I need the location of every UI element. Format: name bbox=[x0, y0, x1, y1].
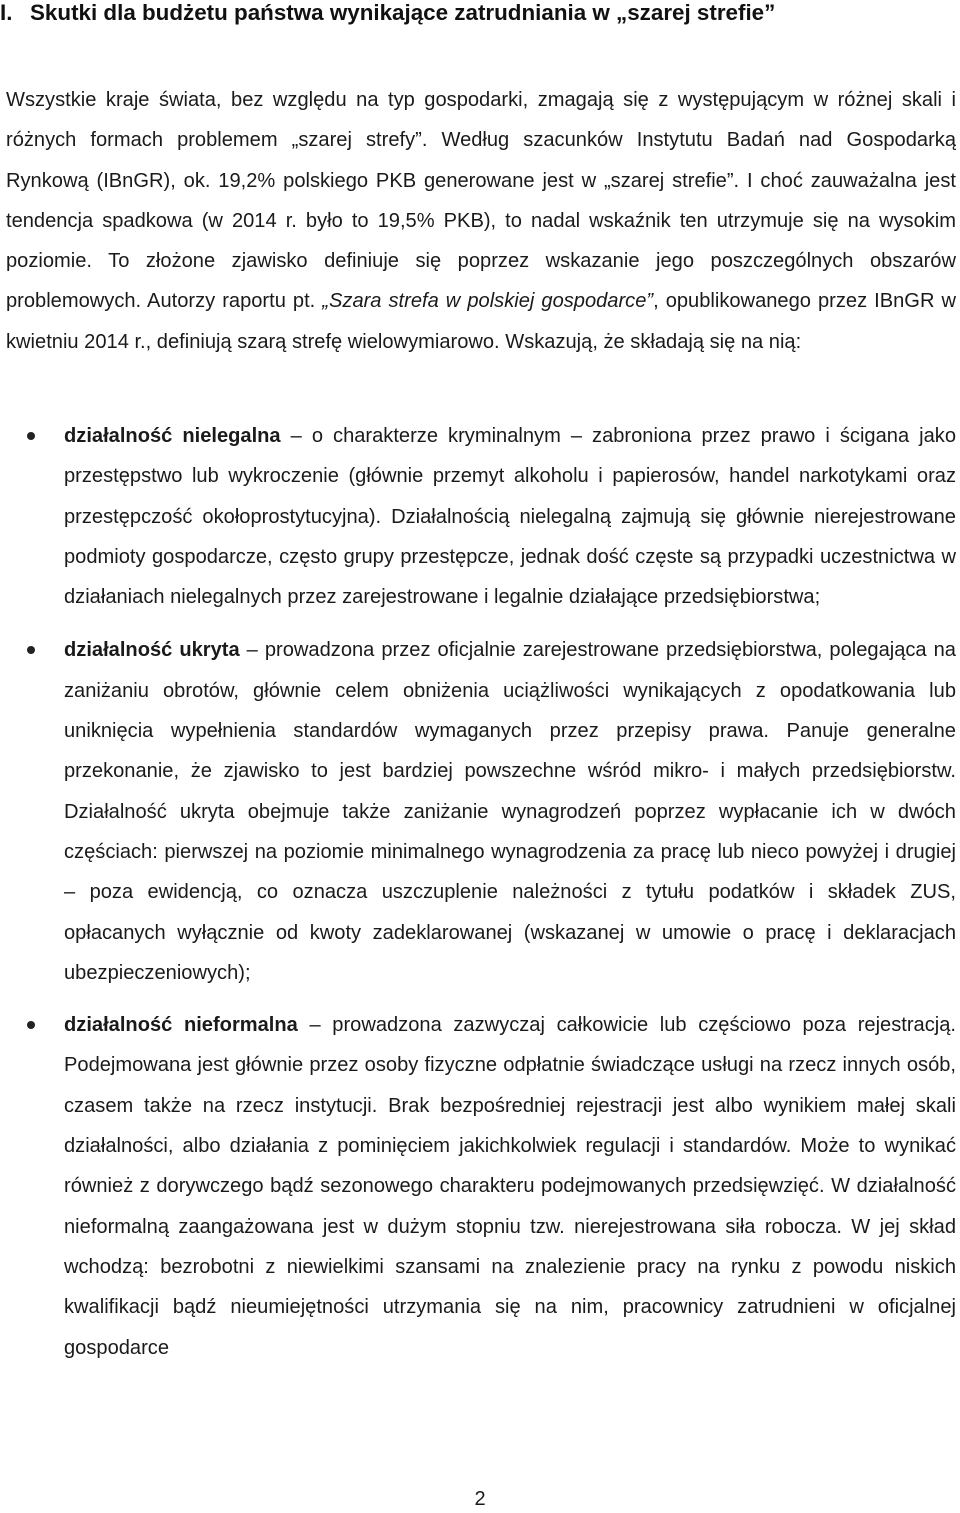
section-number: I. bbox=[0, 0, 13, 25]
bullet-icon bbox=[27, 646, 35, 654]
section-title: Skutki dla budżetu państwa wynikające zatrudniania w „szarej strefie” bbox=[30, 0, 776, 25]
list-item-illegal-activity bbox=[0, 416, 956, 617]
term-illegal-activity: działalność nielegalna bbox=[64, 425, 281, 447]
term-hidden-activity: działalność ukryta bbox=[64, 639, 240, 662]
page-number: 2 bbox=[474, 1488, 486, 1510]
description-hidden-activity: – prowadzona przez oficjalnie zarejestrowane przedsiębiorstwa, polegająca na zaniżaniu obrotów, głównie celem obniżenia uciążliwości wynikających z opodatkowania lub uniknięcia wypełnienia standardów wymaganych przez przepisy prawa. Panuje generalne przekonanie, że zjawisko to jest bardziej powszechne wśród mikro- i małych przedsiębiorstw. Działalność ukryta obejmuje także zaniżanie wynagrodzeń poprzez wypłacanie ich w dwóch częściach: pierwszej na poziomie minimalnego wynagrodzenia za pracę lub nieco powyżej i drugiej – poza ewidencją, co oznacza uszczuplenie należności z tytułu podatków i składek ZUS, opłacanych wyłącznie od kwoty zadeklarowanej (wskazanej w umowie o pracę i deklaracjach ubezpieczeniowych); bbox=[64, 639, 956, 984]
bullet-icon bbox=[27, 1021, 35, 1029]
intro-paragraph bbox=[6, 80, 956, 362]
intro-text-a: Wszystkie kraje świata, bez względu na typ gospodarki, zmagają się z występującym w różnej skali i różnych formach problemem „szarej strefy”. Według szacunków Instytutu Badań nad Gospodarką Rynkową (IBnGR), ok. 19,2% polskiego PKB generowane jest w „szarej strefie”. I choć zauważalna jest tendencja spadkowa (w 2014 r. było to 19,5% PKB), to nadal wskaźnik ten utrzymuje się na wysokim poziomie. To złożone zjawisko definiuje się poprzez wskazanie jego poszczególnych obszarów problemowych. Autorzy raportu pt. bbox=[6, 89, 956, 313]
report-title: „Szara strefa w polskiej gospodarce” bbox=[322, 290, 654, 313]
section-heading bbox=[0, 0, 960, 28]
term-informal-activity: działalność nieformalna bbox=[64, 1014, 298, 1037]
gray-economy-areas-list bbox=[0, 416, 960, 1368]
intro-text-b: , opublikowanego przez IBnGR w kwietniu 2014 r., definiują szarą strefę wielowymiarowo. Wskazują, że składają się na nią: bbox=[6, 290, 956, 353]
list-item-informal-activity bbox=[0, 1005, 956, 1368]
description-illegal-activity: – o charakterze kryminalnym – zabroniona przez prawo i ścigana jako przestępstwo lub wykroczenie (głównie przemyt alkoholu i papierosów, handel narkotykami oraz przestępczość okołoprostytucyjna). Działalnością nielegalną zajmują się głównie nierejestrowane podmioty gospodarcze, często grupy przestępcze, jednak dość częste są przypadki uczestnictwa w działaniach nielegalnych przez zarejestrowane i legalnie działające przedsiębiorstwa; bbox=[64, 425, 957, 609]
bullet-icon bbox=[27, 432, 35, 440]
list-item-hidden-activity bbox=[0, 630, 956, 993]
description-informal-activity: – prowadzona zazwyczaj całkowicie lub częściowo poza rejestracją. Podejmowana jest głównie przez osoby fizyczne odpłatnie świadczące usługi na rzecz innych osób, czasem także na rzecz instytucji. Brak bezpośredniej rejestracji jest albo wynikiem małej skali działalności, albo działania z pominięciem jakichkolwiek regulacji i standardów. Może to wynikać również z dorywczego bądź sezonowego charakteru podejmowanych przedsięwzięć. W działalność nieformalną zaangażowana jest w dużym stopniu tzw. nierejestrowana siła robocza. W jej skład wchodzą: bezrobotni z niewielkimi szansami na znalezienie pracy na rynku z powodu niskich kwalifikacji bądź nieumiejętności utrzymania się na nim, pracownicy zatrudnieni w oficjalnej gospodarce bbox=[64, 1014, 956, 1359]
